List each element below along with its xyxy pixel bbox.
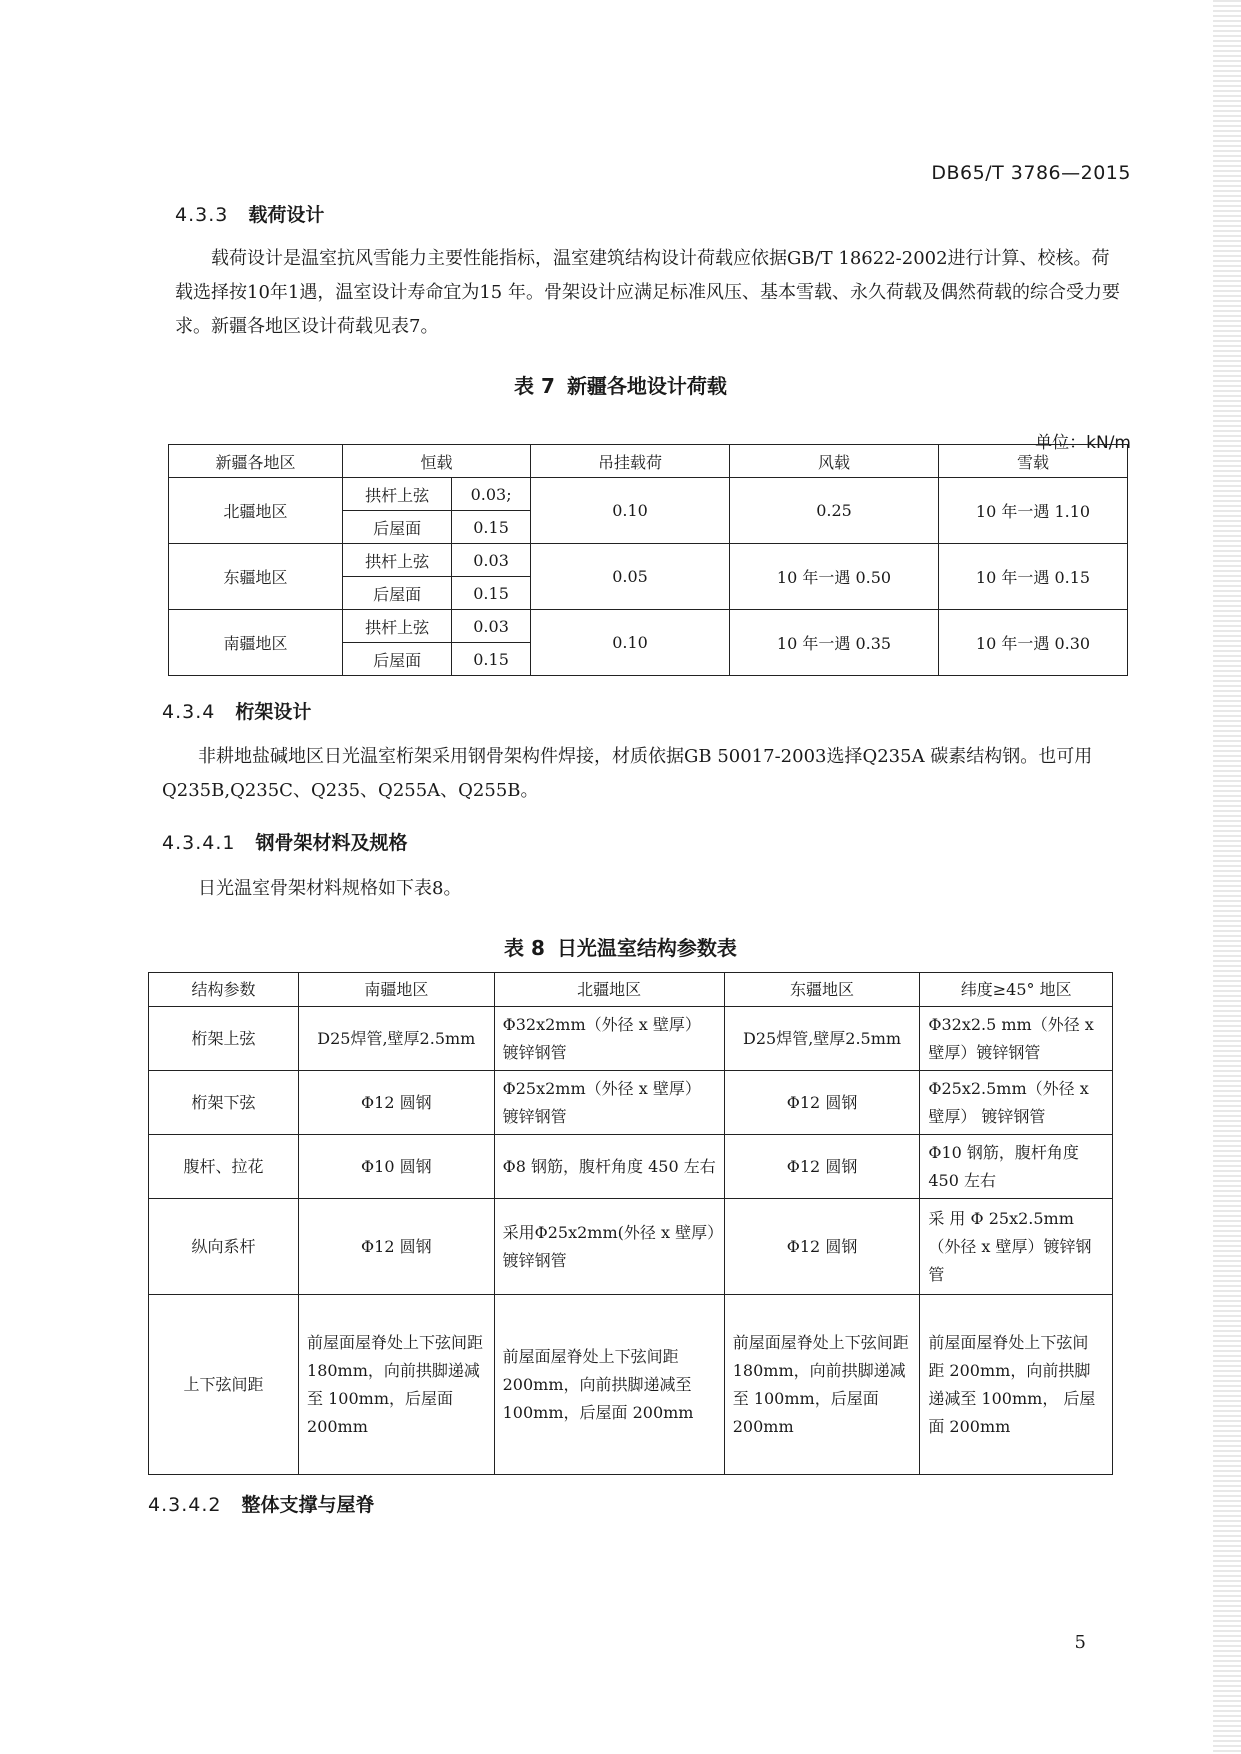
east-cell: Φ12 圆钢 (724, 1071, 920, 1135)
snow-load-cell: 10 年一遇 0.30 (939, 610, 1128, 676)
param-cell: 上下弦间距 (149, 1295, 299, 1475)
section-number: 4.3.4.2 (148, 1494, 222, 1516)
snow-load-cell: 10 年一遇 1.10 (939, 478, 1128, 544)
paragraph-load-design: 载荷设计是温室抗风雪能力主要性能指标，温室建筑结构设计荷载应依据GB/T 18622-2002进行计算、校核。荷载选择按10年1遇，温室设计寿命宜为15 年。骨架设计应满足标准风压、基本雪载、永久荷载及偶然荷载的综合受力要求。新疆各地区设计荷载见表7。 (175, 248, 1120, 337)
wind-load-cell: 10 年一遇 0.35 (730, 610, 939, 676)
header-cell: 南疆地区 (299, 973, 495, 1007)
north-cell: 前屋面屋脊处上下弦间距 200mm，向前拱脚递减至 100mm，后屋面 200mm (494, 1295, 724, 1475)
table-row (169, 478, 1128, 511)
paragraph-truss-design: 非耕地盐碱地区日光温室桁架采用钢骨架构件焊接，材质依据GB 50017-2003选择Q235A 碳素结构钢。也可用Q235B,Q235C、Q235、Q255A、Q255B。 (162, 746, 1093, 801)
region-cell: 东疆地区 (169, 544, 343, 610)
paragraph-material-spec: 日光温室骨架材料规格如下表8。 (198, 878, 462, 899)
param-cell: 桁架下弦 (149, 1071, 299, 1135)
header-cell: 新疆各地区 (169, 445, 343, 478)
table8-structure-parameters (148, 972, 1113, 1475)
region-cell: 北疆地区 (169, 478, 343, 544)
sub-item-cell: 拱杆上弦 (343, 478, 452, 511)
header-cell: 风载 (730, 445, 939, 478)
section-heading-4-3-3 (175, 200, 324, 227)
sub-item-cell: 后屋面 (343, 643, 452, 676)
high-latitude-cell: Φ25x2.5mm（外径 x 壁厚） 镀锌钢管 (920, 1071, 1113, 1135)
header-cell: 北疆地区 (494, 973, 724, 1007)
page-number: 5 (1074, 1632, 1086, 1653)
south-cell: Φ10 圆钢 (299, 1135, 495, 1199)
scan-edge-artifact (1213, 0, 1241, 1754)
north-cell: 采用Φ25x2mm(外径 x 壁厚）镀锌钢管 (494, 1199, 724, 1295)
south-cell: Φ12 圆钢 (299, 1199, 495, 1295)
table8-title: 日光温室结构参数表 (556, 936, 737, 960)
table7-title: 新疆各地设计荷载 (566, 374, 727, 398)
table-row (149, 1071, 1113, 1135)
sub-item-cell: 拱杆上弦 (343, 544, 452, 577)
value-cell: 0.03 (452, 610, 531, 643)
section-title: 钢骨架材料及规格 (255, 832, 408, 854)
table7-unit: 单位：kN/m (1035, 433, 1131, 453)
north-cell: Φ32x2mm（外径 x 壁厚）镀锌钢管 (494, 1007, 724, 1071)
section-heading-4-3-4-1 (162, 828, 408, 855)
table-row (149, 1007, 1113, 1071)
south-cell: D25焊管,壁厚2.5mm (299, 1007, 495, 1071)
header-cell: 吊挂载荷 (531, 445, 730, 478)
section-number: 4.3.4 (162, 701, 216, 723)
table8-caption (0, 932, 1241, 961)
param-cell: 纵向系杆 (149, 1199, 299, 1295)
header-cell: 恒载 (343, 445, 531, 478)
table-row (149, 1295, 1113, 1475)
region-cell: 南疆地区 (169, 610, 343, 676)
table-header-row (149, 973, 1113, 1007)
table-header-row (169, 445, 1128, 478)
table7-label: 表 7 (514, 374, 555, 398)
section-number: 4.3.4.1 (162, 832, 236, 854)
table7-design-loads (168, 444, 1128, 676)
table-row (149, 1135, 1113, 1199)
sub-item-cell: 后屋面 (343, 577, 452, 610)
table8-label: 表 8 (504, 936, 545, 960)
table-row (149, 1199, 1113, 1295)
high-latitude-cell: 前屋面屋脊处上下弦间距 200mm，向前拱脚递减至 100mm， 后屋面 200mm (920, 1295, 1113, 1475)
hanging-load-cell: 0.10 (531, 610, 730, 676)
value-cell: 0.03 (452, 544, 531, 577)
snow-load-cell: 10 年一遇 0.15 (939, 544, 1128, 610)
east-cell: 前屋面屋脊处上下弦间距 180mm，向前拱脚递减至 100mm，后屋面 200mm (724, 1295, 920, 1475)
section-heading-4-3-4 (162, 697, 311, 724)
value-cell: 0.15 (452, 643, 531, 676)
wind-load-cell: 10 年一遇 0.50 (730, 544, 939, 610)
header-cell: 东疆地区 (724, 973, 920, 1007)
section-number: 4.3.3 (175, 204, 229, 226)
south-cell: 前屋面屋脊处上下弦间距 180mm，向前拱脚递减至 100mm，后屋面 200mm (299, 1295, 495, 1475)
hanging-load-cell: 0.10 (531, 478, 730, 544)
high-latitude-cell: 采 用 Φ 25x2.5mm（外径 x 壁厚）镀锌钢管 (920, 1199, 1113, 1295)
document-code: DB65/T 3786—2015 (931, 162, 1131, 184)
wind-load-cell: 0.25 (730, 478, 939, 544)
section-title: 桁架设计 (235, 701, 312, 723)
hanging-load-cell: 0.05 (531, 544, 730, 610)
param-cell: 腹杆、拉花 (149, 1135, 299, 1199)
section-title: 载荷设计 (248, 204, 325, 226)
value-cell: 0.15 (452, 511, 531, 544)
high-latitude-cell: Φ10 钢筋，腹杆角度 450 左右 (920, 1135, 1113, 1199)
section-heading-4-3-4-2 (148, 1490, 375, 1517)
header-cell: 雪载 (939, 445, 1128, 478)
sub-item-cell: 后屋面 (343, 511, 452, 544)
table-row (169, 544, 1128, 577)
east-cell: Φ12 圆钢 (724, 1135, 920, 1199)
east-cell: Φ12 圆钢 (724, 1199, 920, 1295)
east-cell: D25焊管,壁厚2.5mm (724, 1007, 920, 1071)
table-row (169, 610, 1128, 643)
section-title: 整体支撑与屋脊 (241, 1494, 375, 1516)
header-cell: 结构参数 (149, 973, 299, 1007)
high-latitude-cell: Φ32x2.5 mm（外径 x 壁厚）镀锌钢管 (920, 1007, 1113, 1071)
north-cell: Φ25x2mm（外径 x 壁厚）镀锌钢管 (494, 1071, 724, 1135)
param-cell: 桁架上弦 (149, 1007, 299, 1071)
north-cell: Φ8 钢筋，腹杆角度 450 左右 (494, 1135, 724, 1199)
south-cell: Φ12 圆钢 (299, 1071, 495, 1135)
sub-item-cell: 拱杆上弦 (343, 610, 452, 643)
header-cell: 纬度≥45° 地区 (920, 973, 1113, 1007)
table7-caption (0, 370, 1241, 399)
value-cell: 0.03; (452, 478, 531, 511)
value-cell: 0.15 (452, 577, 531, 610)
